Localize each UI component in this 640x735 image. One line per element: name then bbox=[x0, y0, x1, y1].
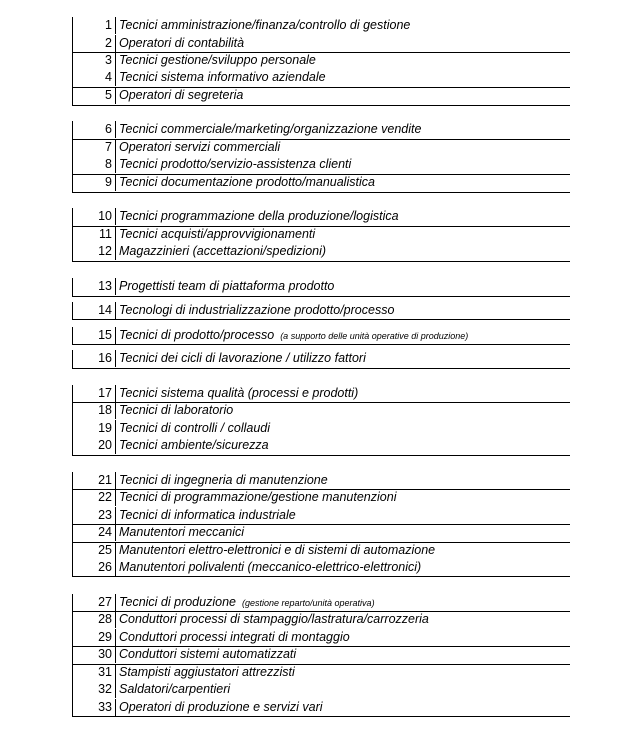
list-item bbox=[72, 437, 570, 454]
item-number: 5 bbox=[105, 88, 112, 102]
role-name: Tecnici prodotto/servizio-assistenza clienti bbox=[119, 157, 352, 171]
item-number: 18 bbox=[98, 403, 112, 417]
column-separator bbox=[115, 208, 116, 225]
item-label bbox=[119, 17, 410, 34]
role-name: Manutentori elettro-elettronici e di sistemi di automazione bbox=[119, 543, 436, 557]
role-name: Tecnici di ingegneria di manutenzione bbox=[119, 473, 328, 487]
column-separator bbox=[115, 156, 116, 173]
item-label bbox=[119, 226, 315, 243]
list-item bbox=[72, 646, 570, 663]
row-divider bbox=[72, 105, 570, 106]
item-number: 13 bbox=[98, 279, 112, 293]
list-item bbox=[72, 681, 570, 698]
column-separator bbox=[115, 437, 116, 454]
column-separator bbox=[115, 385, 116, 402]
role-name: Tecnici programmazione della produzione/logistica bbox=[119, 209, 399, 223]
row-divider bbox=[72, 455, 570, 456]
column-separator bbox=[115, 121, 116, 138]
item-label bbox=[119, 542, 435, 559]
item-label bbox=[119, 420, 270, 437]
list-item bbox=[72, 699, 570, 716]
item-number: 24 bbox=[98, 525, 112, 539]
item-number: 30 bbox=[98, 647, 112, 661]
item-number: 31 bbox=[98, 665, 112, 679]
column-separator bbox=[115, 278, 116, 295]
column-separator bbox=[115, 489, 116, 506]
role-name: Tecnici di informatica industriale bbox=[119, 508, 296, 522]
item-number: 22 bbox=[98, 490, 112, 504]
item-label bbox=[119, 350, 366, 367]
column-separator bbox=[115, 350, 116, 367]
row-divider bbox=[72, 192, 570, 193]
item-number: 12 bbox=[98, 244, 112, 258]
item-number: 28 bbox=[98, 612, 112, 626]
item-number: 20 bbox=[98, 438, 112, 452]
row-divider bbox=[72, 296, 570, 297]
item-label bbox=[119, 208, 399, 225]
role-name: Conduttori processi integrati di montaggio bbox=[119, 630, 350, 644]
row-divider bbox=[72, 319, 570, 320]
item-label bbox=[119, 385, 358, 402]
list-item bbox=[72, 489, 570, 506]
item-label bbox=[119, 302, 394, 319]
item-number: 25 bbox=[98, 543, 112, 557]
row-divider bbox=[72, 716, 570, 717]
item-label bbox=[119, 52, 316, 69]
item-number: 7 bbox=[105, 140, 112, 154]
list-item bbox=[72, 52, 570, 69]
item-label bbox=[119, 629, 350, 646]
list-item bbox=[72, 420, 570, 437]
list-item bbox=[72, 629, 570, 646]
role-name: Saldatori/carpentieri bbox=[119, 682, 231, 696]
role-name: Tecnici commerciale/marketing/organizzazione vendite bbox=[119, 122, 422, 136]
item-label bbox=[119, 35, 244, 52]
item-label bbox=[119, 278, 334, 295]
item-number: 23 bbox=[98, 508, 112, 522]
item-number: 14 bbox=[98, 303, 112, 317]
item-number: 11 bbox=[99, 227, 112, 241]
list-item bbox=[72, 559, 570, 576]
row-divider bbox=[72, 368, 570, 369]
role-name: Tecnici sistema informativo aziendale bbox=[119, 70, 326, 84]
list-item bbox=[72, 594, 570, 611]
item-label bbox=[119, 139, 280, 156]
item-number: 9 bbox=[105, 175, 112, 189]
item-number: 1 bbox=[105, 18, 112, 32]
role-name: Stampisti aggiustatori attrezzisti bbox=[119, 665, 295, 679]
column-separator bbox=[115, 17, 116, 34]
list-item bbox=[72, 664, 570, 681]
item-label bbox=[119, 69, 326, 86]
list-item bbox=[72, 139, 570, 156]
column-separator bbox=[115, 699, 116, 716]
row-divider bbox=[72, 576, 570, 577]
item-number: 26 bbox=[98, 560, 112, 574]
list-item bbox=[72, 385, 570, 402]
column-separator bbox=[115, 35, 116, 52]
role-name: Tecnologi di industrializzazione prodotto/processo bbox=[119, 303, 395, 317]
item-label bbox=[119, 472, 328, 489]
role-name: Tecnici sistema qualità (processi e prodotti) bbox=[119, 386, 359, 400]
column-separator bbox=[115, 69, 116, 86]
column-separator bbox=[115, 87, 116, 104]
item-number: 29 bbox=[98, 630, 112, 644]
item-number: 15 bbox=[98, 328, 112, 342]
list-item bbox=[72, 507, 570, 524]
column-separator bbox=[115, 542, 116, 559]
column-separator bbox=[115, 327, 116, 344]
role-name: Conduttori processi di stampaggio/lastratura/carrozzeria bbox=[119, 612, 429, 626]
list-item bbox=[72, 243, 570, 260]
item-label bbox=[119, 489, 396, 506]
item-label bbox=[119, 524, 244, 541]
role-name: Operatori di contabilità bbox=[119, 36, 245, 50]
item-label bbox=[119, 507, 296, 524]
role-name: Operatori di produzione e servizi vari bbox=[119, 700, 323, 714]
list-item bbox=[72, 327, 570, 344]
column-separator bbox=[115, 629, 116, 646]
item-label bbox=[119, 437, 269, 454]
item-label bbox=[119, 699, 323, 716]
list-item bbox=[72, 278, 570, 295]
role-note: (a supporto delle unità operative di produzione) bbox=[280, 331, 469, 341]
role-name: Tecnici di prodotto/processo bbox=[119, 328, 275, 342]
role-name: Tecnici ambiente/sicurezza bbox=[119, 438, 269, 452]
role-name: Operatori servizi commerciali bbox=[119, 140, 281, 154]
item-number: 17 bbox=[98, 386, 112, 400]
column-separator bbox=[115, 559, 116, 576]
role-name: Manutentori meccanici bbox=[119, 525, 245, 539]
list-item bbox=[72, 472, 570, 489]
item-label bbox=[119, 594, 375, 612]
row-divider bbox=[72, 261, 570, 262]
list-item bbox=[72, 226, 570, 243]
item-label bbox=[119, 559, 421, 576]
list-item bbox=[72, 17, 570, 34]
item-number: 3 bbox=[105, 53, 112, 67]
column-separator bbox=[115, 611, 116, 628]
column-separator bbox=[115, 664, 116, 681]
list-item bbox=[72, 69, 570, 86]
role-name: Progettisti team di piattaforma prodotto bbox=[119, 279, 335, 293]
item-label bbox=[119, 156, 351, 173]
column-separator bbox=[115, 226, 116, 243]
role-name: Magazzinieri (accettazioni/spedizioni) bbox=[119, 244, 327, 258]
item-number: 33 bbox=[98, 700, 112, 714]
item-number: 2 bbox=[105, 36, 112, 50]
item-number: 19 bbox=[98, 421, 112, 435]
role-name: Tecnici di controlli / collaudi bbox=[119, 421, 271, 435]
column-separator bbox=[115, 594, 116, 611]
column-separator bbox=[115, 646, 116, 663]
list-item bbox=[72, 302, 570, 319]
item-number: 21 bbox=[98, 473, 112, 487]
item-label bbox=[119, 121, 421, 138]
item-number: 4 bbox=[105, 70, 112, 84]
column-separator bbox=[115, 139, 116, 156]
list-item bbox=[72, 208, 570, 225]
item-label bbox=[119, 174, 375, 191]
list-item bbox=[72, 87, 570, 104]
role-name: Tecnici acquisti/approvvigionamenti bbox=[119, 227, 316, 241]
list-item bbox=[72, 121, 570, 138]
item-number: 6 bbox=[105, 122, 112, 136]
role-name: Operatori di segreteria bbox=[119, 88, 244, 102]
item-label bbox=[119, 646, 296, 663]
list-item bbox=[72, 542, 570, 559]
column-separator bbox=[115, 302, 116, 319]
list-item bbox=[72, 524, 570, 541]
role-name: Tecnici di programmazione/gestione manutenzioni bbox=[119, 490, 397, 504]
item-label bbox=[119, 402, 233, 419]
list-item bbox=[72, 611, 570, 628]
item-label bbox=[119, 243, 326, 260]
list-item bbox=[72, 35, 570, 52]
item-label bbox=[119, 664, 295, 681]
role-name: Tecnici di produzione bbox=[119, 595, 236, 609]
column-separator bbox=[115, 174, 116, 191]
column-separator bbox=[115, 472, 116, 489]
column-separator bbox=[115, 243, 116, 260]
role-name: Tecnici dei cicli di lavorazione / utilizzo fattori bbox=[119, 351, 366, 365]
item-label bbox=[119, 681, 230, 698]
item-number: 8 bbox=[105, 157, 112, 171]
role-name: Manutentori polivalenti (meccanico-elettrico-elettronici) bbox=[119, 560, 422, 574]
role-note: (gestione reparto/unità operativa) bbox=[241, 598, 375, 608]
item-number: 32 bbox=[98, 682, 112, 696]
item-label bbox=[119, 611, 429, 628]
column-separator bbox=[115, 507, 116, 524]
column-separator bbox=[115, 52, 116, 69]
item-number: 16 bbox=[98, 351, 112, 365]
item-number: 27 bbox=[98, 595, 112, 609]
role-name: Tecnici documentazione prodotto/manualistica bbox=[119, 175, 375, 189]
role-name: Tecnici di laboratorio bbox=[119, 403, 234, 417]
role-name: Tecnici amministrazione/finanza/controllo di gestione bbox=[119, 18, 411, 32]
column-separator bbox=[115, 402, 116, 419]
item-number: 10 bbox=[98, 209, 112, 223]
list-item bbox=[72, 174, 570, 191]
list-item bbox=[72, 350, 570, 367]
role-name: Tecnici gestione/sviluppo personale bbox=[119, 53, 316, 67]
column-separator bbox=[115, 681, 116, 698]
item-label bbox=[119, 327, 468, 345]
role-name: Conduttori sistemi automatizzati bbox=[119, 647, 297, 661]
list-item bbox=[72, 156, 570, 173]
item-label bbox=[119, 87, 243, 104]
column-separator bbox=[115, 524, 116, 541]
list-item bbox=[72, 402, 570, 419]
column-separator bbox=[115, 420, 116, 437]
